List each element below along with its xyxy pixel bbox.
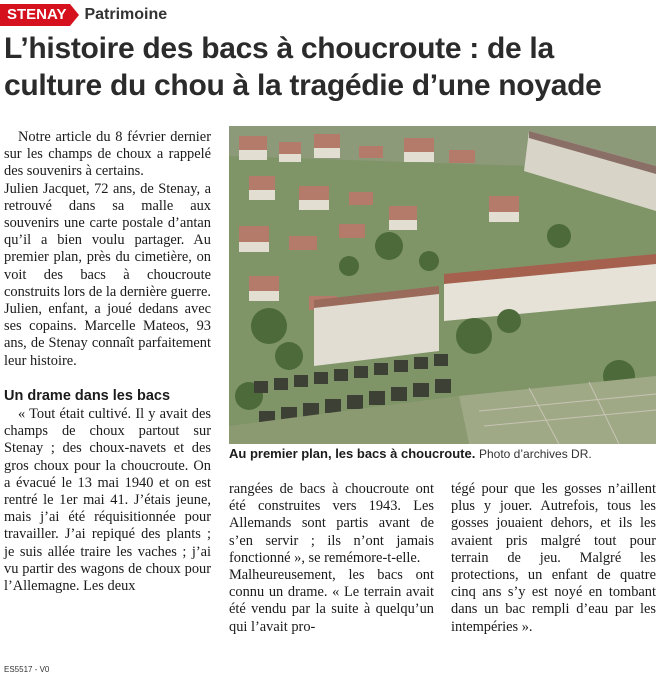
paragraph: Notre article du 8 février dernier sur les champs de choux a rappelé des souvenirs à certains. — [4, 129, 211, 180]
paragraph: Julien Jacquet, 72 ans, de Stenay, a retrouvé dans sa malle aux souvenirs une carte postale d’antan qu’il a bien voulu partager. Au premier plan, près du cimetière, on voit des bacs à choucroute construits lors de la dernière guerre. Julien, enfant, a joué dedans avec ses copains. Marcelle Mateos, 93 ans, de Stenay connaît parfaitement leur histoire. — [4, 180, 211, 369]
article-column-1 — [4, 129, 211, 595]
kicker — [0, 4, 167, 26]
subheading: Un drame dans les bacs — [4, 387, 171, 404]
section-label: Patrimoine — [84, 6, 168, 23]
paragraph: « Tout était cultivé. Il y avait des champs de choux partout sur Stenay ; des choux-navets et des gros choux pour la choucroute. On a évacué le 13 mai 1940 et on est rentré le 1er mai 41. J’étais jeune, mais j’ai été réquisitionnée pour travailler. J’ai repiqué des plants ; je suis allée traire les vaches ; j’ai vu partir des wagons de choux pour l’Allemagne. Les deux — [4, 406, 211, 595]
aerial-photo-illustration — [229, 126, 656, 444]
article-column-3 — [451, 481, 656, 636]
photo-credit: Photo d’archives DR. — [478, 447, 592, 461]
aerial-photo — [229, 126, 656, 444]
article-column-2 — [229, 481, 434, 636]
headline: L’histoire des bacs à choucroute : de la culture du chou à la tragédie d’une noyade — [4, 32, 602, 102]
paragraph: rangées de bacs à choucroute ont été construites vers 1943. Les Allemands sont partis avant de s’en servir ; ils n’ont jamais fonctionné », se remémore-t-elle. — [229, 481, 434, 566]
paragraph: tégé pour que les gosses n’aillent plus y jouer. Autrefois, tous les gosses jouaient dehors, et ils les avaient pris malgré tout pour terrain de jeu. Malgré les protections, un enfant de quatre cinq ans s’y est noyé en tombant dans un bac rempli d’eau par les intempéries ». — [451, 481, 656, 635]
edition-code: ES5517 - V0 — [4, 665, 50, 674]
caption-text: Au premier plan, les bacs à choucroute. — [229, 446, 476, 461]
paragraph: Malheureusement, les bacs ont connu un drame. « Le terrain avait été vendu par la suite à quelqu’un qui l’avait pro- — [229, 567, 434, 635]
photo-caption — [229, 446, 657, 461]
city-tag: STENAY — [0, 4, 70, 26]
